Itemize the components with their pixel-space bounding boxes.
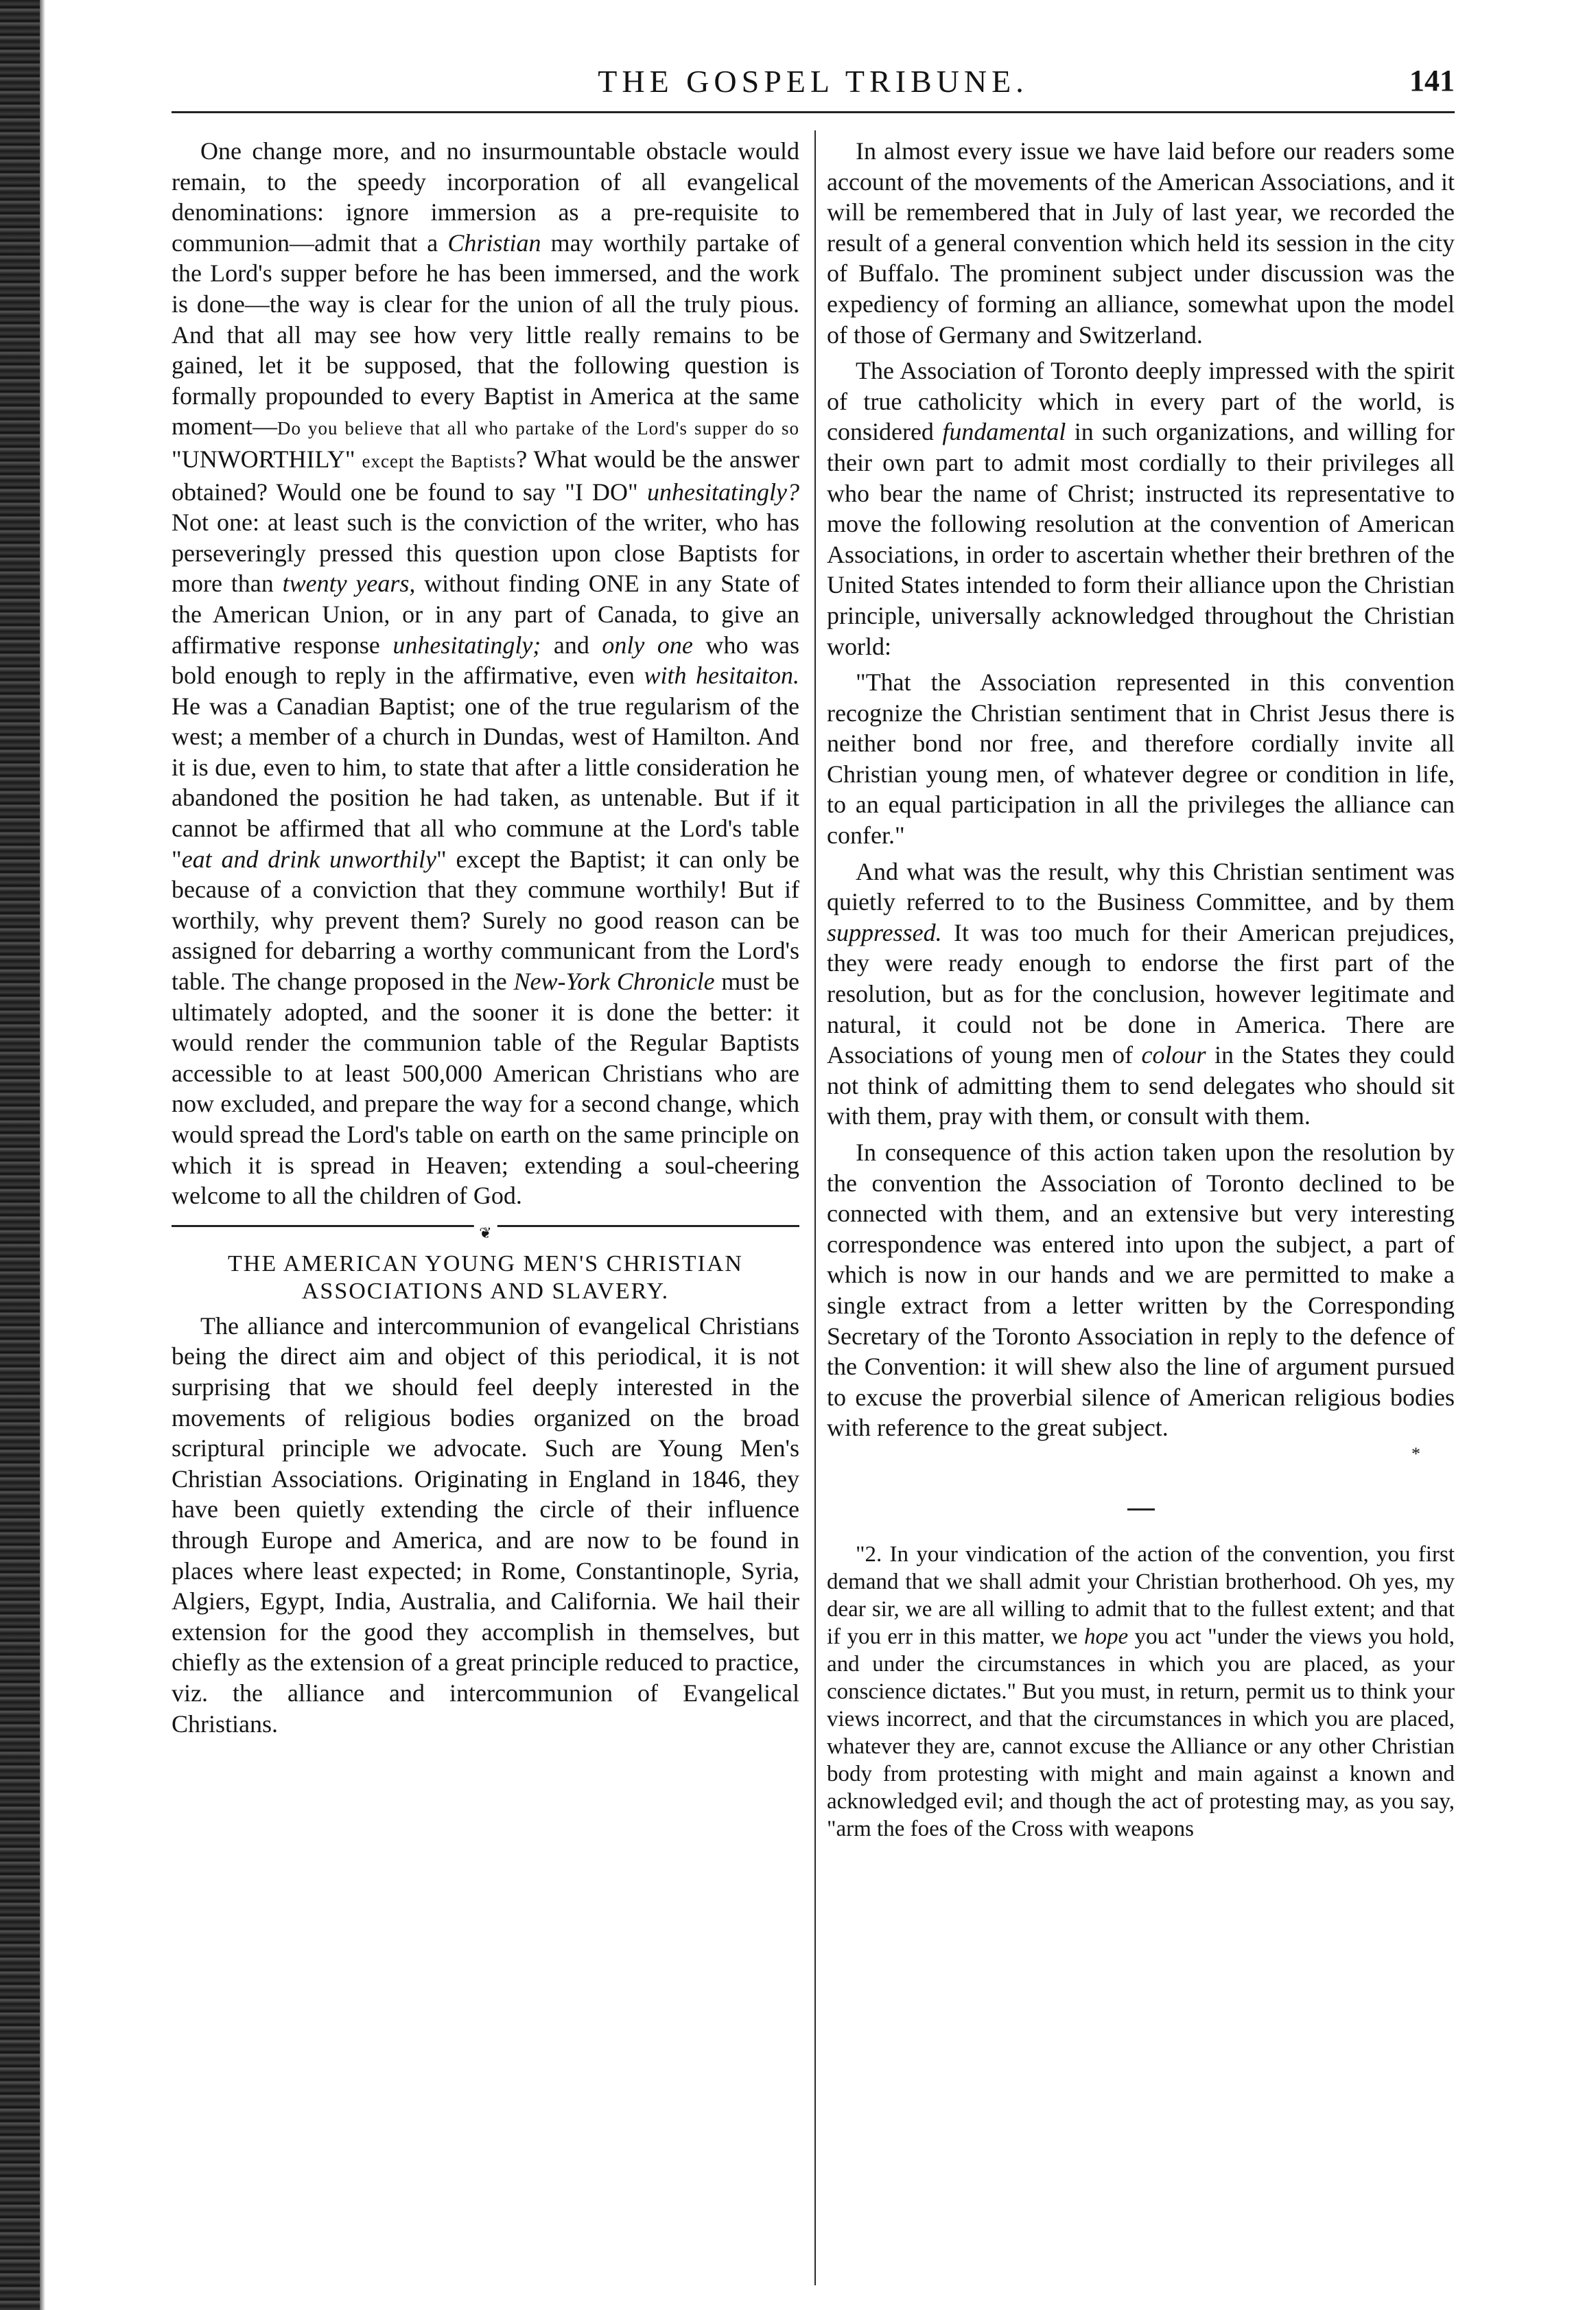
binding-shadow	[40, 0, 45, 2310]
page-title: THE GOSPEL TRIBUNE.	[598, 64, 1029, 99]
left-column	[172, 136, 799, 1739]
resolution-quote: "That the Association represented in this convention recognize the Christian sentiment that in Christ Jesus there is neither bond nor free, and therefore cordially invite all Christian young men, of whatever degree or condition in life, to an equal participation in all the privileges the alliance can confer."	[827, 668, 1455, 850]
section-separator	[172, 1224, 799, 1241]
page-number: 141	[1409, 64, 1455, 97]
paragraph: The Association of Toronto deeply impressed with the spirit of true catholicity which in every part of the world, is considered fundamental in such organizations, and willing for their own part to admit most cordially to their privileges all who bear the name of Christ; instructed its representative to move the following resolution at the convention of American Associations, in order to ascertain whether their brethren of the United States intended to form their alliance upon the Christian principle, universally acknowledged throughout the Christian world:	[827, 357, 1455, 660]
paragraph: In consequence of this action taken upon the resolution by the convention the Association of Toronto declined to be connected with them, and an extensive but very interesting correspondence was entered into upon the subject, a part of which is now in our hands and we are permitted to make a single extract from a letter written by the Corresponding Secretary of the Toronto Association in reply to the defence of the Convention: it will shew also the line of argument pursued to excuse the proverbial silence of American religious bodies with reference to the great subject.	[827, 1139, 1455, 1442]
article-heading: THE AMERICAN YOUNG MEN'S CHRISTIAN ASSOCIATIONS AND SLAVERY.	[228, 1250, 743, 1304]
letter-extract	[827, 1541, 1455, 1843]
paragraph: The alliance and intercommunion of evangelical Christians being the direct aim and object of this periodical, it is not surprising that we should feel deeply interested in the movements of religious bodies organized on the broad scriptural principle we advocate. Such are Young Men's Christian Associations. Originating in England in 1846, they have been quietly extending the circle of their influence through Europe and America, and are now to be found in places where least expected; in Rome, Constantinople, Syria, Algiers, Egypt, India, Australia, and California. We hail their extension for the good they accomplish in themselves, but chiefly as the extension of a great principle reduced to practice, viz. the alliance and intercommunion of Evangelical Christians.	[172, 1311, 799, 1738]
column-divider	[814, 130, 816, 2285]
end-mark: *	[1411, 1443, 1420, 1464]
paragraph: And what was the result, why this Christian sentiment was quietly referred to to the Business Committee, and by them suppressed. It was too much for their American prejudices, they were ready enough to endorse the first part of the resolution, but as for the conclusion, however legitimate and natural, it could not be done in America. There are Associations of young men of colour in the States they could not think of admitting them to send delegates who should sit with them, pray with them, or consult with them.	[827, 857, 1455, 1130]
running-head	[172, 63, 1455, 111]
header-rule	[172, 111, 1455, 113]
right-column	[827, 136, 1455, 1843]
paragraph: "2. In your vindication of the action of the convention, you first demand that we shall admit your Christian brotherhood. Oh yes, my dear sir, we are all willing to admit that to the fullest extent; and that if you err in this matter, we hope you act "under the views you hold, and under the circumstances in which you are placed, as your conscience dictates." But you must, in return, permit us to think your views incorrect, and that the circumstances in which you are placed, whatever they are, cannot excuse the Alliance or any other Christian body from protesting with might and main against a known and acknowledged evil; and though the act of protesting may, as you say, "arm the foes of the Cross with weapons	[827, 1541, 1455, 1841]
paragraph: One change more, and no insurmountable obstacle would remain, to the speedy incorporation of all evangelical denominations: ignore immersion as a pre-requisite to communion—admit that a Christian may worthily partake of the Lord's supper before he has been immersed, and the work is done—the way is clear for the union of all the truly pious. And that all may see how very little really remains to be gained, let it be supposed, that the following question is formally propounded to every Baptist in America at the same moment—Do you believe that all who partake of the Lord's supper do so "UNWORTHILY" except the Baptists? What would be the answer obtained? Would one be found to say "I DO" unhesitatingly? Not one: at least such is the conviction of the writer, who has perseveringly pressed this question upon close Baptists for more than twenty years, without finding ONE in any State of the American Union, or in any part of Canada, to give an affirmative response unhesitatingly; and only one who was bold enough to reply in the affirmative, even with hesitaiton. He was a Canadian Baptist; one of the true regularism of the west; a member of a church in Dundas, west of Hamilton. And it is due, even to him, to state that after a little consideration he abandoned the position he had taken, as untenable. But if it cannot be affirmed that all who commune at the Lord's table "eat and drink unworthily" except the Baptist; it can only be because of a conviction that they commune worthily! But if worthily, why prevent them? Surely no good reason can be assigned for debarring a worthy communicant from the Lord's table. The change proposed in the New-York Chronicle must be ultimately adopted, and the sooner it is done the better: it would render the communion table of the Regular Baptists accessible to at least 500,000 American Christians who are now excluded, and prepare the way for a second change, which would spread the Lord's table on earth on the same principle on which it is spread in Heaven; extending a soul-cheering welcome to all the children of God.	[172, 137, 800, 1210]
paragraph: In almost every issue we have laid before our readers some account of the movements of the American Associations, and it will be remembered that in July of last year, we recorded the result of a general convention which held its session in the city of Buffalo. The prominent subject under discussion was the expediency of forming an alliance, somewhat upon the model of those of Germany and Switzerland.	[827, 137, 1455, 349]
short-rule	[1127, 1508, 1155, 1510]
book-binding-edge	[0, 0, 40, 2310]
separator-ornament: ❦	[473, 1218, 497, 1249]
